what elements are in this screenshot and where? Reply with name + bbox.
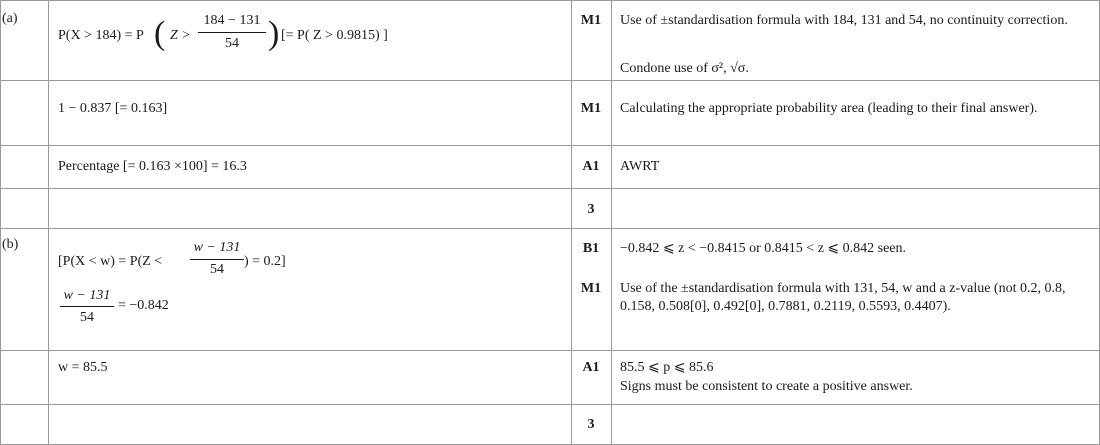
fraction-denominator: 54 — [225, 36, 239, 51]
column-divider — [611, 0, 612, 445]
fraction-bar — [60, 306, 114, 307]
guidance-note: AWRT — [620, 159, 660, 174]
row-divider — [0, 404, 1100, 405]
guidance-note-extra: Condone use of σ², √σ. — [620, 61, 749, 76]
mark-code: B1 — [582, 241, 600, 256]
formula-tail: = −0.842 — [118, 298, 169, 313]
guidance-note: 85.5 ⩽ p ⩽ 85.6 — [620, 360, 714, 375]
fraction-numerator: w − 131 — [193, 240, 241, 255]
formula-tail: ) = 0.2] — [244, 254, 286, 269]
formula-z: Z > — [170, 28, 191, 43]
working-line: 1 − 0.837 [= 0.163] — [58, 101, 168, 116]
column-divider — [48, 0, 49, 445]
guidance-note: Use of ±standardisation formula with 184, 131 and 54, no continuity correction. — [620, 13, 1068, 28]
guidance-note: Use of the ±standardisation formula with 131, 54, w and a z-value (not 0.2, 0.8, 0.158, 0.508[0], 0.492[0], 0.7881, 0.2119, 0.5593, 0.4407). — [620, 281, 1066, 314]
formula-lhs: P(X > 184) = P — [58, 28, 144, 43]
fraction-bar — [198, 32, 266, 33]
row-divider — [0, 350, 1100, 351]
mark-code: A1 — [582, 360, 600, 375]
part-label: (b) — [2, 237, 19, 252]
part-label: (a) — [2, 11, 18, 26]
column-divider — [0, 0, 1, 445]
row-divider — [0, 145, 1100, 146]
formula-tail: [= P( Z > 0.9815) ] — [281, 28, 388, 43]
mark-code: M1 — [580, 101, 602, 116]
fraction-numerator: 184 − 131 — [203, 13, 261, 28]
guidance-note: −0.842 ⩽ z < −0.8415 or 0.8415 < z ⩽ 0.842 seen. — [620, 241, 907, 256]
mark-code: M1 — [580, 281, 602, 296]
total-marks: 3 — [587, 417, 595, 432]
column-divider — [571, 0, 572, 445]
guidance-note-extra: Signs must be consistent to create a positive answer. — [620, 379, 913, 394]
working-line: Percentage [= 0.163 ×100] = 16.3 — [58, 159, 247, 174]
fraction-denominator: 54 — [210, 262, 224, 277]
working-line: w = 85.5 — [58, 360, 108, 375]
mark-code: A1 — [582, 159, 600, 174]
guidance-note: Calculating the appropriate probability area (leading to their final answer). — [620, 101, 1038, 116]
row-divider — [0, 80, 1100, 81]
fraction-numerator: w − 131 — [63, 288, 111, 303]
fraction-bar — [190, 259, 244, 260]
row-divider — [0, 0, 1100, 1]
mark-code: M1 — [580, 13, 602, 28]
left-paren: ( — [154, 15, 166, 52]
fraction-denominator: 54 — [80, 310, 94, 325]
row-divider — [0, 188, 1100, 189]
formula-lhs: [P(X < w) = P(Z < — [58, 254, 163, 269]
right-paren: ) — [268, 15, 280, 52]
row-divider — [0, 228, 1100, 229]
total-marks: 3 — [587, 202, 595, 217]
